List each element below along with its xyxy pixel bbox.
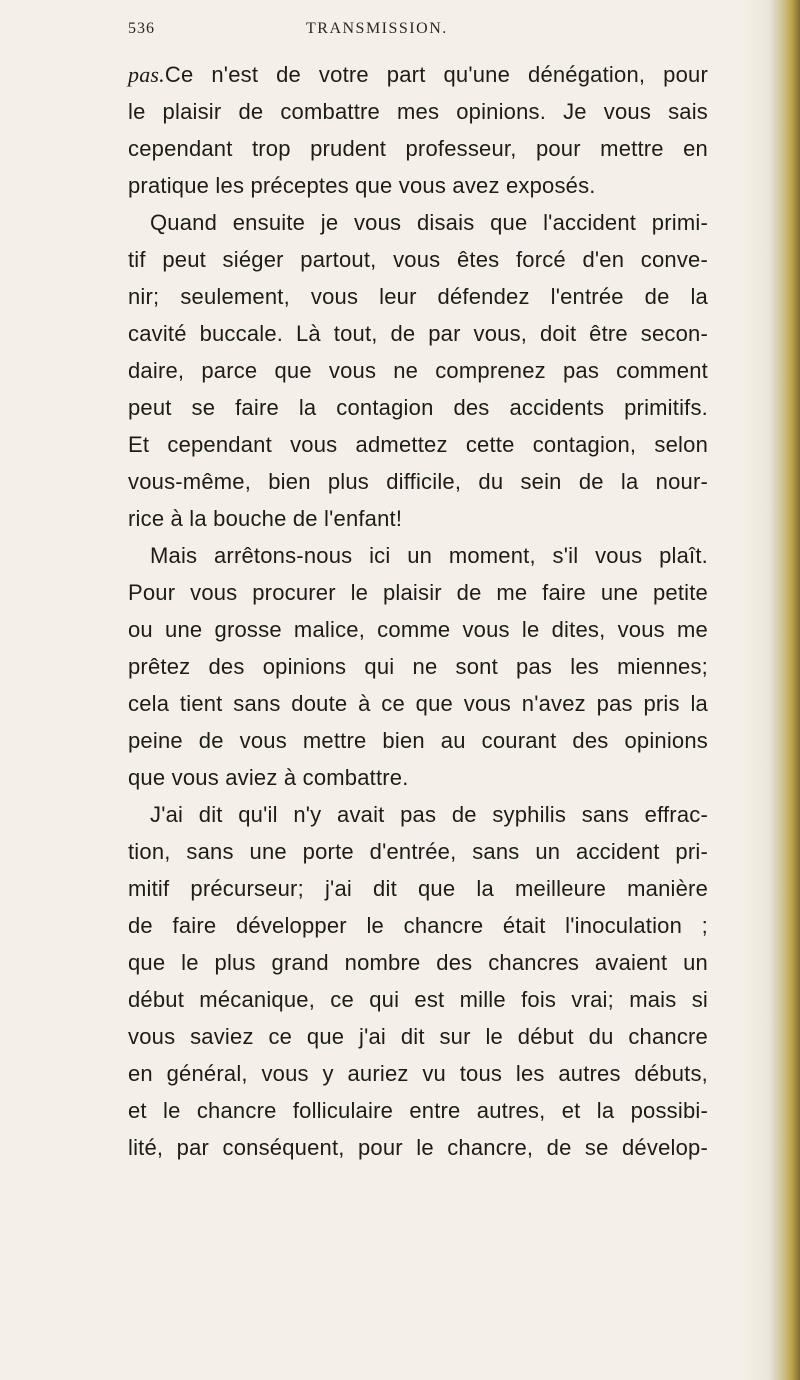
page-edge-shadow: [772, 0, 800, 1380]
line-text: ou une grosse malice, comme vous le dites, vous me: [128, 617, 708, 642]
text-line: [128, 833, 708, 870]
text-line: [128, 944, 708, 981]
line-text: de faire développer le chancre était l'inoculation ;: [128, 913, 708, 938]
line-text: tion, sans une porte d'entrée, sans un accident pri-: [128, 839, 708, 864]
line-text: nir; seulement, vous leur défendez l'entrée de la: [128, 284, 708, 309]
line-text: pratique les préceptes que vous avez exposés.: [128, 173, 596, 198]
line-text: que vous aviez à combattre.: [128, 765, 409, 790]
text-line: [128, 241, 708, 278]
text-line: [128, 278, 708, 315]
line-text: vous-même, bien plus difficile, du sein de la nour-: [128, 469, 708, 494]
line-text: que le plus grand nombre des chancres avaient un: [128, 950, 708, 975]
line-text: tif peut siéger partout, vous êtes forcé d'en conve-: [128, 247, 708, 272]
line-text: daire, parce que vous ne comprenez pas comment: [128, 358, 708, 383]
text-line: [128, 352, 708, 389]
page-number: 536: [128, 20, 155, 37]
line-text: en général, vous y auriez vu tous les autres débuts,: [128, 1061, 708, 1086]
text-line: [128, 574, 708, 611]
text-line: [128, 1129, 708, 1166]
text-line: [128, 981, 708, 1018]
line-text: lité, par conséquent, pour le chancre, de se dévelop-: [128, 1135, 708, 1160]
line-text: mitif précurseur; j'ai dit que la meilleure manière: [128, 876, 708, 901]
running-head: TRANSMISSION.: [306, 20, 448, 37]
text-line: [128, 463, 708, 500]
line-text: Et cependant vous admettez cette contagion, selon: [128, 432, 708, 457]
line-text: le plaisir de combattre mes opinions. Je vous sais: [128, 99, 708, 124]
text-line: [128, 870, 708, 907]
line-text: peine de vous mettre bien au courant des opinions: [128, 728, 708, 753]
text-line: [128, 93, 708, 130]
text-line: [128, 500, 708, 537]
page-header: [128, 14, 708, 44]
text-line: [128, 796, 708, 833]
line-text: cela tient sans doute à ce que vous n'avez pas pris la: [128, 691, 708, 716]
text-line: [128, 130, 708, 167]
text-line: [128, 167, 708, 204]
text-line: [128, 611, 708, 648]
line-text: Quand ensuite je vous disais que l'accident primi-: [150, 210, 708, 235]
line-text: cependant trop prudent professeur, pour mettre en: [128, 136, 708, 161]
text-line: [128, 204, 708, 241]
line-text: J'ai dit qu'il n'y avait pas de syphilis sans effrac-: [150, 802, 708, 827]
text-line: [128, 648, 708, 685]
body-text: [128, 56, 708, 1166]
text-line: [128, 537, 708, 574]
line-text: Mais arrêtons-nous ici un moment, s'il vous plaît.: [150, 543, 708, 568]
text-line: [128, 907, 708, 944]
line-text: début mécanique, ce qui est mille fois vrai; mais si: [128, 987, 708, 1012]
line-text: prêtez des opinions qui ne sont pas les miennes;: [128, 654, 708, 679]
text-line: [128, 389, 708, 426]
text-line: [128, 1092, 708, 1129]
text-line: [128, 315, 708, 352]
text-line: [128, 1018, 708, 1055]
text-line: [128, 426, 708, 463]
line-text: vous saviez ce que j'ai dit sur le début du chancre: [128, 1024, 708, 1049]
line-text: Pour vous procurer le plaisir de me faire une petite: [128, 580, 708, 605]
italic-word: pas.: [128, 62, 165, 87]
text-line: [128, 685, 708, 722]
text-line: [128, 722, 708, 759]
line-text: rice à la bouche de l'enfant!: [128, 506, 403, 531]
text-line: [128, 1055, 708, 1092]
line-text: Ce n'est de votre part qu'une dénégation, pour: [164, 62, 708, 87]
line-text: cavité buccale. Là tout, de par vous, doit être secon-: [128, 321, 708, 346]
line-text: peut se faire la contagion des accidents primitifs.: [128, 395, 708, 420]
line-text: et le chancre folliculaire entre autres, et la possibi-: [128, 1098, 708, 1123]
text-line: [128, 56, 708, 93]
text-line: [128, 759, 708, 796]
